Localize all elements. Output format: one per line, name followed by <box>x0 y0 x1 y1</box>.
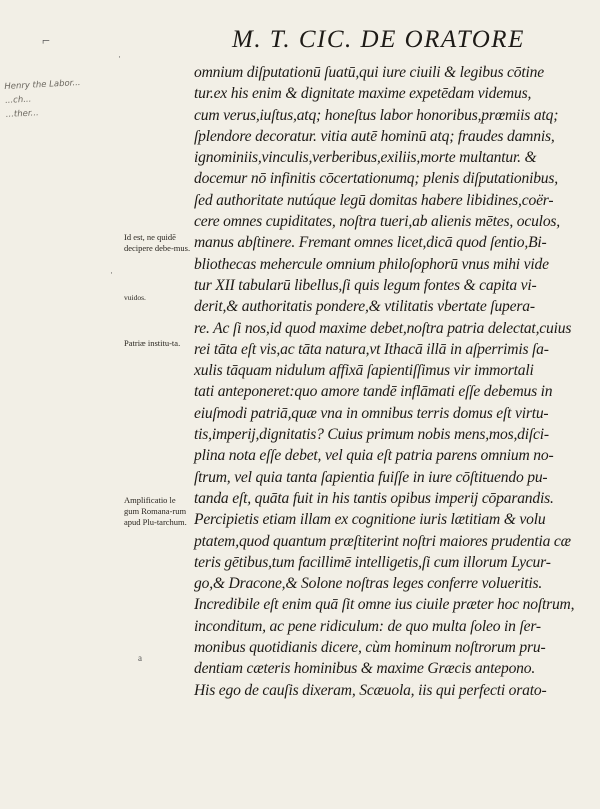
running-head: M. T. CIC. DE ORATORE <box>232 26 525 53</box>
text-line: teris gētibus,tum facillimē intelligetis,ſi cum illorum Lycur- <box>194 553 551 571</box>
text-line: ignominiis,vinculis,verberibus,exiliis,morte multantur. & <box>194 149 537 167</box>
text-line: ſed authoritate nutúque legū domitas habere libidines,coër- <box>194 191 554 209</box>
text-line: re. Ac ſi nos,id quod maxime debet,noſtra patria delectat,cuius <box>194 319 572 337</box>
text-line: tis,imperij,dignitatis? Cuius primum nobis mens,mos,diſci- <box>194 426 549 444</box>
text-line: Percipietis etiam illam ex cognitione iuris lætitiam & volu <box>194 511 546 529</box>
text-line: tur.ex his enim & dignitate maxime expetēdam videmus, <box>194 85 532 103</box>
handwritten-line: ...ther... <box>5 108 39 120</box>
handwritten-line: ...ch... <box>4 94 32 106</box>
text-line: cere omnes cupiditates, noſtra tueri,ab alienis mētes, oculos, <box>194 213 560 231</box>
handwritten-annotation <box>4 70 188 121</box>
text-line: plina nota eſſe debet, vel quia eſt patria parens omnium no- <box>194 447 554 465</box>
text-line: monibus quotidianis dicere, cùm hominum noſtrorum pru- <box>194 639 546 657</box>
text-line: Incredibile eſt enim quā ſit omne ius ciuile præter hoc noſtrum, <box>194 596 575 614</box>
text-line: docemur nō infinitis cōcertationumq; plenis diſputationibus, <box>194 170 558 188</box>
text-line: ptatem,quod quantum præſtiterint noſtri maiores prudentia cæ <box>194 532 571 550</box>
text-line: bliothecas mehercule omnium philoſophorū vnus mihi vide <box>194 255 549 273</box>
text-line: tanda eſt, quāta fuit in his tantis opibus imperij cōparandis. <box>194 489 554 507</box>
body-text <box>194 62 576 701</box>
text-line: cum verus,iuſtus,atq; honeſtus labor honoribus,prœmiis atq; <box>194 106 559 124</box>
margin-mark: a <box>138 653 142 663</box>
margin-note: Patriæ institu-ta. <box>124 338 181 348</box>
margin-note: Id est, ne quidē decipere debe-mus. <box>124 232 191 253</box>
text-line: His ego de cauſis dixeram, Scæuola, iis qui perfecti orato- <box>194 681 547 699</box>
text-line: omnium diſputationū ſuatū,qui iure ciuili & legibus cōtine <box>194 64 544 81</box>
margin-mark: ⌐ <box>42 34 50 49</box>
margin-note: vuidos. <box>124 293 146 302</box>
text-line: inconditum, ac pene ridiculum: de quo multa ſoleo in ſer- <box>194 617 541 635</box>
text-line: rei tāta eſt vis,ac tāta natura,vt Ithacā illā in aſperrimis ſa- <box>194 340 549 358</box>
text-line: tur XII tabularū libellus,ſi quis legum fontes & capita vi- <box>194 276 537 294</box>
text-line: eiuſmodi patriā,quæ vna in omnibus terris domus eſt virtu- <box>194 404 549 422</box>
text-line: go,& Dracone,& Solone noſtras leges conferre volueritis. <box>194 575 543 593</box>
margin-note: Amplificatio le gum Romana-rum apud Plu-tarchum. <box>124 495 187 527</box>
text-line: ſplendore decoratur. vitia autē hominū atq; fraudes damnis, <box>194 127 555 145</box>
text-line: dentiam cæteris hominibus & maxime Græcis antepono. <box>194 660 536 678</box>
text-line: derit,& authoritatis pondere,& vtilitatis vbertate ſupera- <box>194 298 535 316</box>
text-line: manus abſtinere. Fremant omnes licet,dicā quod ſentio,Bi- <box>194 234 547 252</box>
text-line: ſtrum, vel quia tanta ſapientia fuiſſe in iure cōſtituendo pu- <box>194 468 548 486</box>
margin-mark: · <box>110 268 113 278</box>
text-line: tati anteponeret:quo amore tandē inflāmati eſſe debemus in <box>194 383 553 401</box>
text-line: xulis tāquam nidulum affixā ſapientiſſimus vir immortali <box>194 362 534 380</box>
handwritten-line: Henry the Labor... <box>4 78 81 92</box>
margin-mark: · <box>118 52 121 62</box>
